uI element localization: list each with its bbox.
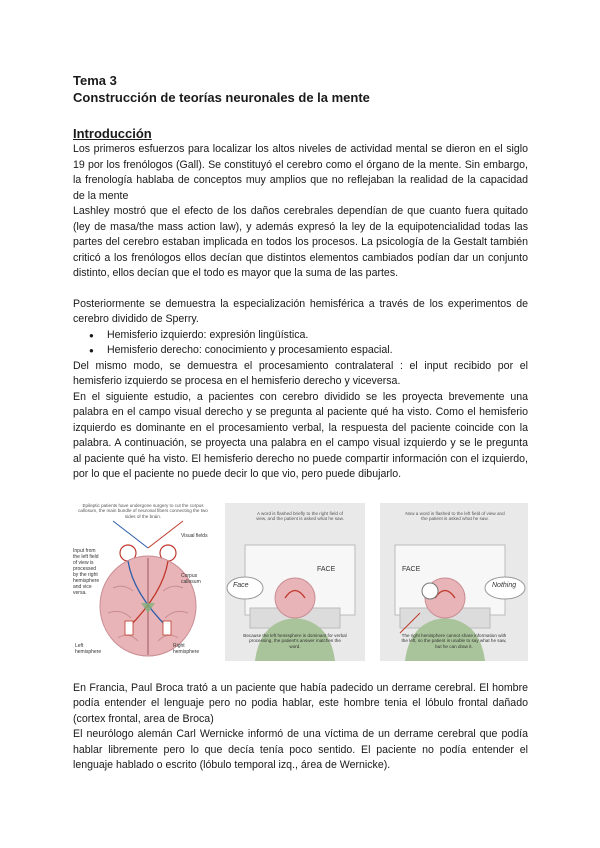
right-field-panel [225, 503, 365, 661]
document-page [73, 72, 528, 774]
list-item: ● Hemisferio derecho: conocimiento y procesamiento espacial. [107, 343, 528, 359]
panel3-caption: Now a word is flashed to the left field of view and the patient is asked what he saw. [405, 510, 505, 521]
panel2-caption: A word is flashed briefly to the right field of view, and the patient is asked what he saw. [256, 510, 344, 521]
paragraph-lashley: Lashley mostró que el efecto de los daños cerebrales dependían de que cuanto fuera quitado (ley de masa/the mass action law), y además expresó la ley de la equipotencialidad todas las partes del cerebro estaban implicada en todos los procesos. La psicología de la Gestalt también criticó a los frenólogos ellos decían que distintos elementos cambiados podían dar un conjunto distinto, ellos decían que el todo es mayor que la suma de las partes. [73, 205, 528, 279]
input-note-label: Input from the left field of view is processed by the right hemisphere and vice versa. [73, 547, 100, 596]
panel2-screen-word: FACE [317, 565, 336, 573]
panel2-speech-bubble: Face [233, 581, 249, 589]
hemisphere-list [73, 328, 528, 359]
right-hemisphere-label: Right hemisphere [173, 642, 200, 655]
paragraph-frenologia: Los primeros esfuerzos para localizar los altos niveles de actividad mental se dieron en el siglo 19 por los frenólogos (Gall). Se constituyó el cerebro como el órgano de la mente. Sin embargo, la frenología hablaba de conceptos muy amplios que no reflejaban la realidad de la capacidad de la mente [73, 143, 528, 202]
paragraph-contralateral: Del mismo modo, se demuestra el procesamiento contralateral : el input recibido por el hemisferio izquierdo se procesa en el hemisferio derecho y viceversa. [73, 359, 528, 387]
panel1-caption: Epileptic patients have undergone surgery to cut the corpus callosum, the main bundle of neuronal fibers connecting the two sides of the brain. [78, 502, 208, 519]
visual-fields-label: Visual fields [181, 532, 208, 539]
tema-label: Tema 3 [73, 73, 117, 88]
section-heading-introduccion: Introducción [73, 126, 152, 141]
left-field-panel [380, 503, 528, 661]
paragraph-broca: En Francia, Paul Broca trató a un paciente que había padecido un derrame cerebral. El hombre podía entender el lenguaje pero no podia hablar, este hombre tenia el lóbulo frontal dañado (cortex frontal, area de Broca) [73, 681, 528, 725]
split-brain-figure [73, 503, 528, 661]
panel3-speech-bubble: Nothing [492, 581, 517, 589]
paragraph-sperry: Posteriormente se demuestra la especialización hemisférica a través de los experimentos de cerebro dividido de Sperry. [73, 297, 528, 325]
corpus-callosum-label: Corpus callosum [181, 572, 201, 585]
panel2-bottom-caption: Because the left hemisphere is dominant for verbal processing, the patient's answer matches the word. [243, 632, 347, 649]
paragraph-split-brain-study: En el siguiente estudio, a pacientes con cerebro dividido se les proyecta brevemente una palabra en el campo visual derecho y se pregunta al paciente qué ha visto. Como el hemisferio izquierdo es dominante en el procesamiento verbal, la respuesta del paciente coincide con la palabra. A continuación, se proyecta una palabra en el campo visual izquierdo y se le pregunta al paciente qué ha visto. El hemisferio derecho no puede compartir información con el izquierdo, por lo que el paciente no puede decir lo que vio, pero puede dibujarlo. [73, 390, 528, 480]
paragraph-wernicke: El neurólogo alemán Carl Wernicke informó de una víctima de un derrame cerebral que podía hablar libremente pero lo que decía tenía poco sentido. El paciente no podía entender el lenguaje hablado o escrito (lóbulo temporal izq., área de Wernicke). [73, 728, 528, 771]
panel3-screen-word: FACE [402, 565, 421, 573]
list-item: ● Hemisferio izquierdo: expresión lingüística. [107, 328, 528, 344]
left-hemisphere-label: Left hemisphere [75, 642, 102, 655]
panel3-bottom-caption: The right hemisphere cannot share information with the left, so the patient is unable to say what he saw, but he can draw it. [401, 632, 507, 649]
brain-diagram-panel [73, 503, 213, 661]
document-title: Construcción de teorías neuronales de la mente [73, 90, 370, 105]
